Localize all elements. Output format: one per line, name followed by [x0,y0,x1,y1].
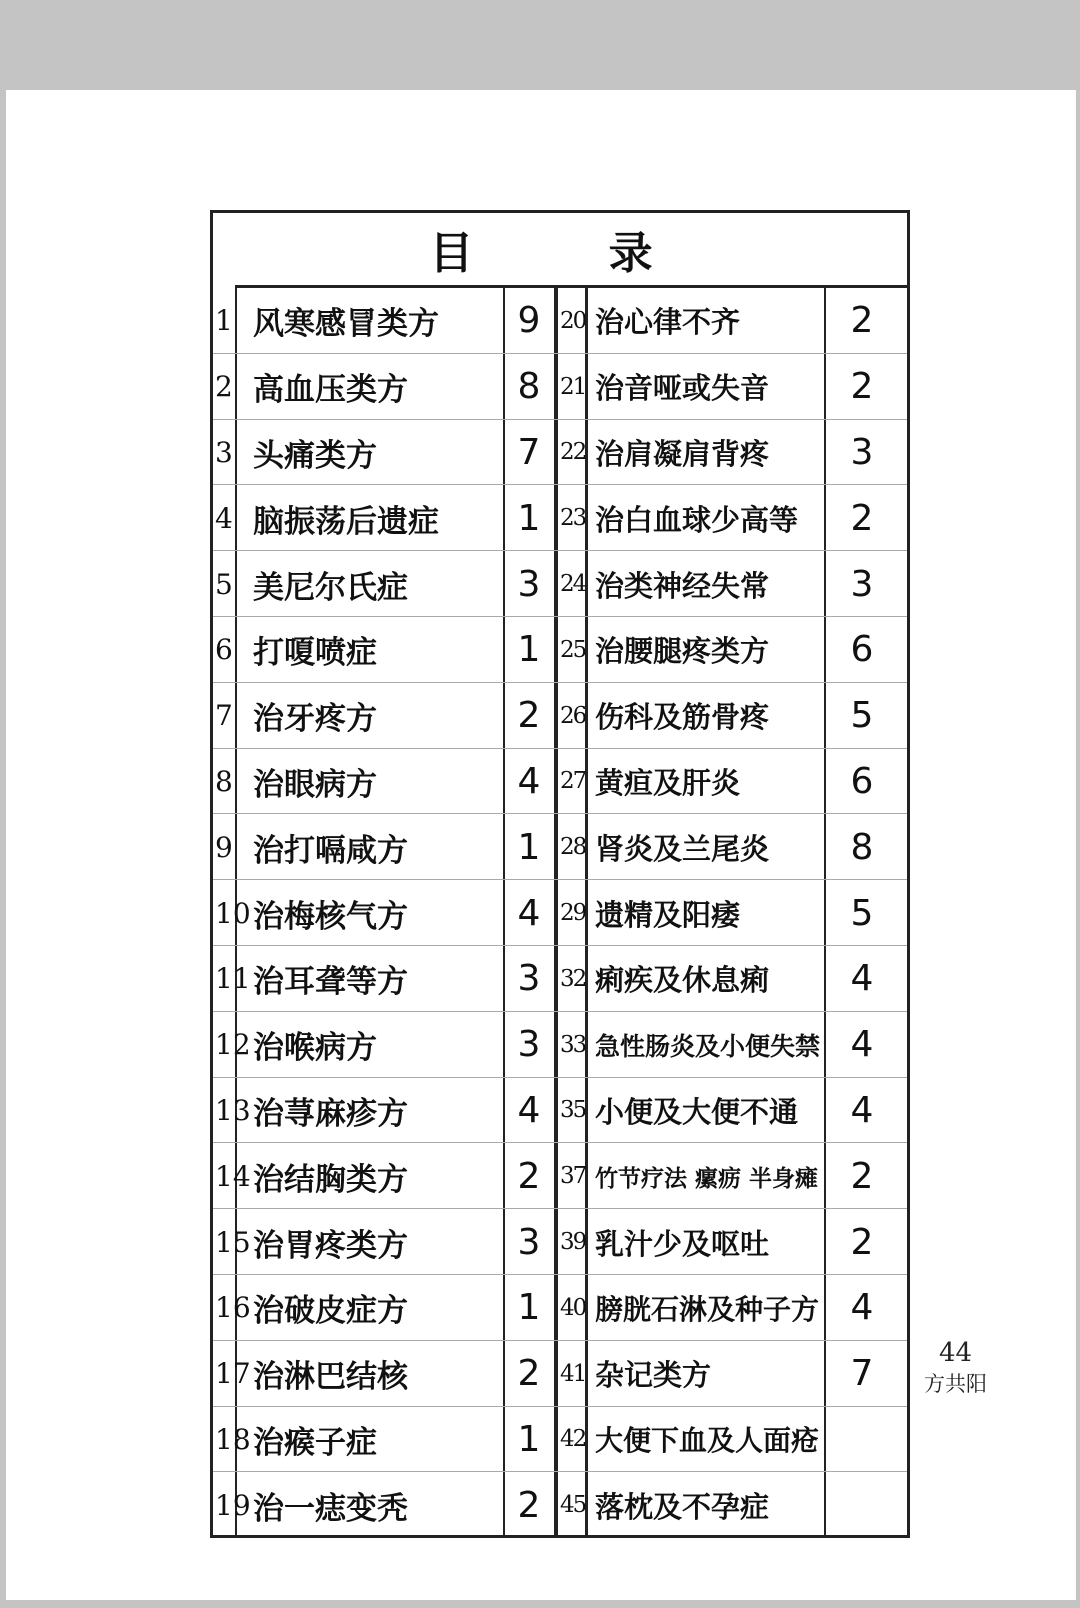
toc-entry [213,946,555,1012]
toc-entry [555,288,907,354]
entry-page-count: 3 [517,563,541,605]
entry-page-count: 1 [517,497,541,539]
entry-number: 40 [560,1294,586,1321]
entry-number: 37 [560,1163,586,1190]
entry-title: 治耳聋等方 [253,964,408,1001]
entry-number: 17 [215,1357,251,1391]
margin-annotation [924,1338,987,1398]
entry-page-count: 8 [517,366,541,408]
entry-page-count: 2 [517,1353,541,1395]
entry-page-count: 2 [850,300,874,342]
entry-page-count [827,1472,897,1538]
table-of-contents [210,210,910,1538]
entry-number: 26 [560,702,586,729]
toc-entry [555,420,907,486]
entry-title: 头痛类方 [253,437,377,474]
entry-number: 19 [215,1488,251,1522]
entry-page-count: 4 [517,760,541,802]
entry-number: 35 [560,1097,586,1124]
entry-number: 6 [215,633,233,667]
entry-title: 治白血球少高等 [595,502,799,537]
entry-page-count: 2 [850,497,874,539]
entry-title: 美尼尔氏症 [253,569,408,606]
entry-number: 5 [215,567,233,601]
entry-title: 治梅核气方 [253,898,408,935]
toc-entry [213,354,555,420]
toc-entry [213,749,555,815]
entry-title: 小便及大便不通 [595,1094,799,1129]
toc-entry [555,485,907,551]
entry-page-count: 8 [850,826,874,868]
entry-number: 14 [215,1159,251,1193]
entry-number: 29 [560,900,586,927]
entry-page-count: 1 [517,1418,541,1460]
toc-title: 目 录 [235,213,907,288]
entry-title: 大便下血及人面疮 [595,1424,820,1458]
entry-number: 7 [215,699,233,733]
toc-entry [555,814,907,880]
toc-entry [555,1078,907,1144]
entry-page-count: 1 [517,629,541,671]
entry-page-count: 7 [850,1353,874,1395]
margin-annotation-text: 方共阳 [924,1372,987,1396]
entry-page-count: 2 [517,1155,541,1197]
entry-page-count: 6 [850,760,874,802]
toc-entry [213,1143,555,1209]
entry-page-count: 4 [517,892,541,934]
entry-number: 4 [215,501,233,535]
entry-number: 9 [215,830,233,864]
entry-title: 治破皮症方 [253,1293,408,1330]
toc-entry [555,946,907,1012]
entry-page-count: 5 [850,892,874,934]
entry-page-count: 6 [850,629,874,671]
toc-entry [555,617,907,683]
entry-page-count: 5 [850,695,874,737]
entry-number: 16 [215,1291,251,1325]
entry-title: 治胃疼类方 [253,1227,408,1264]
entry-title: 黄疸及肝炎 [595,765,741,800]
entry-number: 25 [560,636,586,663]
entry-page-count: 4 [517,1089,541,1131]
entry-page-count: 2 [517,695,541,737]
entry-title: 治荨麻疹方 [253,1095,408,1132]
toc-entry [213,485,555,551]
right-entries [555,288,907,1538]
entry-page-count: 2 [517,1484,541,1526]
left-entries [213,288,555,1538]
entry-number: 20 [560,307,586,334]
entry-title: 痢疾及休息痢 [595,963,770,998]
entry-number: 13 [215,1093,251,1127]
toc-body [213,288,907,1538]
entry-title: 伤科及筋骨疼 [595,700,770,735]
toc-entry [555,1012,907,1078]
toc-entry [555,749,907,815]
entry-title: 高血压类方 [253,372,408,409]
scanned-page [6,90,1076,1600]
toc-entry [555,354,907,420]
entry-number: 2 [215,370,233,404]
entry-number: 10 [215,896,251,930]
entry-page-count: 2 [850,366,874,408]
entry-number: 28 [560,834,586,861]
entry-number: 15 [215,1225,251,1259]
toc-entry [213,880,555,946]
entry-title: 治打嗝咸方 [253,832,408,869]
entry-title: 杂记类方 [595,1358,712,1393]
toc-entry [213,551,555,617]
entry-page-count: 2 [850,1221,874,1263]
entry-title: 治喉病方 [253,1030,377,1067]
entry-page-count: 7 [517,431,541,473]
entry-title: 膀胱石淋及种子方 [595,1292,820,1326]
entry-title: 治肩凝肩背疼 [595,436,770,471]
entry-number: 33 [560,1031,586,1058]
entry-number: 3 [215,435,233,469]
toc-entry [213,617,555,683]
entry-number: 27 [560,768,586,795]
entry-page-count: 9 [517,300,541,342]
entry-number: 39 [560,1229,586,1256]
entry-number: 11 [215,962,251,996]
toc-entry [555,551,907,617]
entry-page-count: 2 [850,1155,874,1197]
entry-page-count: 4 [850,1024,874,1066]
toc-entry [555,1341,907,1407]
toc-entry [213,1407,555,1473]
entry-number: 1 [215,304,233,338]
entry-page-count: 3 [850,431,874,473]
entry-number: 8 [215,764,233,798]
toc-entry [213,1012,555,1078]
toc-entry [213,1275,555,1341]
entry-title: 急性肠炎及小便失禁 [595,1031,821,1061]
entry-title: 肾炎及兰尾炎 [595,831,770,866]
toc-entry [213,420,555,486]
entry-title: 遗精及阳痿 [595,897,741,932]
toc-entry [213,683,555,749]
entry-title: 竹节疗法 瘰疬 半身瘫 [595,1164,819,1192]
entry-number: 21 [560,373,586,400]
entry-page-count: 4 [850,958,874,1000]
entry-title: 治牙疼方 [253,701,377,738]
toc-entry [213,1209,555,1275]
entry-page-count: 1 [517,826,541,868]
entry-number: 42 [560,1426,586,1453]
entry-number: 12 [215,1028,251,1062]
entry-page-count: 3 [517,958,541,1000]
toc-entry [555,1209,907,1275]
entry-page-count: 3 [850,563,874,605]
toc-entry [555,683,907,749]
toc-entry [213,1341,555,1407]
entry-title: 治淋巴结核 [253,1359,408,1396]
entry-title: 治瘊子症 [253,1424,377,1461]
entry-page-count: 4 [850,1287,874,1329]
entry-number: 32 [560,965,586,992]
entry-title: 乳汁少及呕吐 [595,1226,770,1261]
entry-number: 45 [560,1492,586,1519]
entry-title: 落枕及不孕症 [595,1489,770,1524]
entry-title: 治心律不齐 [595,305,741,340]
toc-entry [213,1472,555,1538]
entry-number: 41 [560,1360,586,1387]
entry-title: 治类神经失常 [595,568,770,603]
entry-page-count [827,1407,897,1473]
entry-page-count: 1 [517,1287,541,1329]
entry-number: 18 [215,1422,251,1456]
toc-entry [555,880,907,946]
toc-entry [555,1143,907,1209]
entry-number: 22 [560,439,586,466]
entry-number: 23 [560,505,586,532]
toc-entry [213,814,555,880]
toc-entry [555,1407,907,1473]
entry-title: 治眼病方 [253,766,377,803]
margin-annotation-number: 44 [938,1338,973,1368]
toc-entry [213,1078,555,1144]
entry-number: 24 [560,571,586,598]
entry-title: 风寒感冒类方 [253,306,439,343]
entry-title: 打嗄喷症 [253,635,377,672]
entry-page-count: 4 [850,1089,874,1131]
entry-title: 治腰腿疼类方 [595,634,770,669]
entry-page-count: 3 [517,1221,541,1263]
entry-title: 治一痣变秃 [253,1490,408,1527]
entry-title: 脑振荡后遗症 [253,503,439,540]
toc-entry [555,1275,907,1341]
entry-title: 治音哑或失音 [595,371,770,406]
toc-entry [555,1472,907,1538]
entry-page-count: 3 [517,1024,541,1066]
entry-title: 治结胸类方 [253,1161,408,1198]
toc-entry [213,288,555,354]
